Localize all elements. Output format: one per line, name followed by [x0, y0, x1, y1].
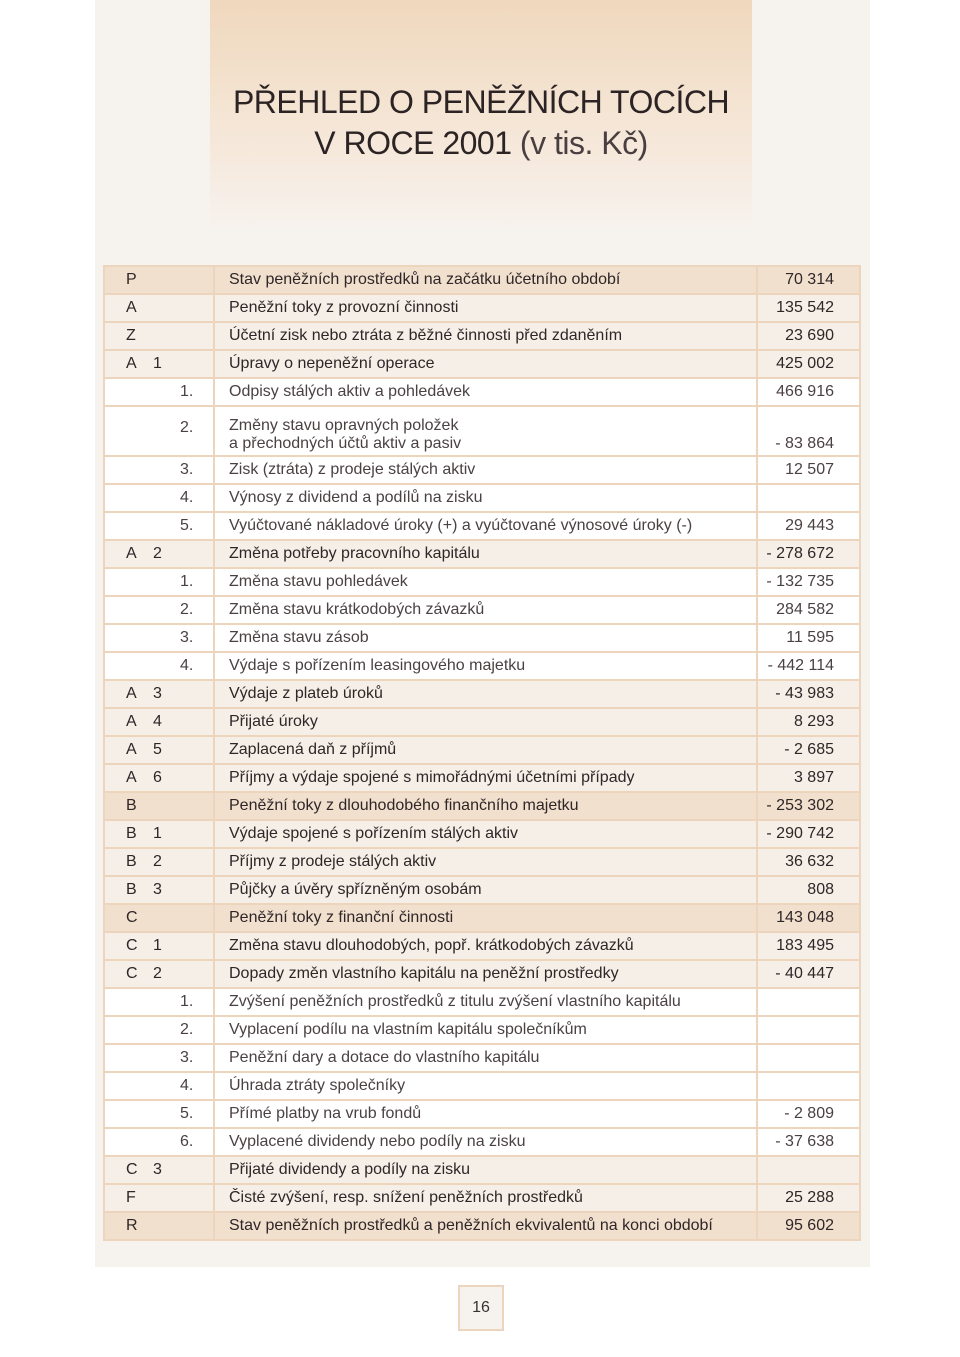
row-label-text: Přijaté dividendy a podíly na zisku — [229, 1161, 471, 1178]
row-label — [214, 1212, 757, 1240]
row-code-letter: A — [126, 741, 137, 758]
row-code — [104, 904, 214, 932]
row-label — [214, 988, 757, 1016]
table-row — [104, 378, 860, 406]
row-label — [214, 1184, 757, 1212]
row-label-text: Zvýšení peněžních prostředků z titulu zvýšení vlastního kapitálu — [229, 993, 681, 1010]
row-code-letter: A — [126, 545, 137, 562]
row-label — [214, 322, 757, 350]
row-code-letter: B — [126, 825, 137, 842]
row-value: - 253 302 — [757, 792, 860, 820]
row-value: 808 — [757, 876, 860, 904]
row-code — [104, 1100, 214, 1128]
row-value — [757, 988, 860, 1016]
row-label — [214, 456, 757, 484]
row-label — [214, 904, 757, 932]
row-label-text: Peněžní dary a dotace do vlastního kapitálu — [229, 1049, 540, 1066]
cash-flow-table — [103, 265, 861, 1241]
row-code — [104, 1016, 214, 1044]
row-code-sub: 5. — [180, 1105, 194, 1122]
row-label-text: Vyplacené dividendy nebo podíly na zisku — [229, 1133, 526, 1150]
row-code-num: 4 — [153, 713, 162, 730]
row-label — [214, 512, 757, 540]
table-row — [104, 736, 860, 764]
table-row — [104, 406, 860, 456]
row-code-sub: 1. — [180, 383, 194, 400]
row-label — [214, 1072, 757, 1100]
row-label — [214, 406, 757, 456]
row-code — [104, 708, 214, 736]
table-row — [104, 568, 860, 596]
cash-flow-table-body — [104, 266, 860, 1240]
row-value: 36 632 — [757, 848, 860, 876]
row-label-text: Vyúčtované nákladové úroky (+) a vyúčtované výnosové úroky (-) — [229, 517, 693, 534]
row-code-num: 2 — [153, 965, 162, 982]
row-code — [104, 294, 214, 322]
page-title — [210, 82, 752, 164]
row-code-letter: B — [126, 881, 137, 898]
row-value: 12 507 — [757, 456, 860, 484]
page-number: 16 — [458, 1285, 504, 1331]
row-code-num: 1 — [153, 355, 162, 372]
row-label-text: Změna stavu pohledávek — [229, 573, 408, 590]
row-label — [214, 266, 757, 294]
table-row — [104, 1128, 860, 1156]
row-code-sub: 3. — [180, 629, 194, 646]
row-label — [214, 736, 757, 764]
row-value: - 442 114 — [757, 652, 860, 680]
row-label — [214, 540, 757, 568]
row-label-text: Výdaje s pořízením leasingového majetku — [229, 657, 526, 674]
row-code-sub: 2. — [180, 601, 194, 618]
row-code — [104, 1044, 214, 1072]
table-row — [104, 1212, 860, 1240]
table-row — [104, 792, 860, 820]
row-value — [757, 1156, 860, 1184]
row-label — [214, 652, 757, 680]
row-label-text: Úpravy o nepeněžní operace — [229, 355, 435, 372]
row-value: 466 916 — [757, 378, 860, 406]
table-row — [104, 876, 860, 904]
row-code-num: 2 — [153, 853, 162, 870]
row-value: 183 495 — [757, 932, 860, 960]
row-code-letter: P — [126, 271, 137, 288]
row-value: 11 595 — [757, 624, 860, 652]
table-row — [104, 266, 860, 294]
row-code — [104, 1156, 214, 1184]
row-code-num: 3 — [153, 685, 162, 702]
row-label — [214, 484, 757, 512]
table-row — [104, 456, 860, 484]
row-code-sub: 2. — [180, 419, 194, 436]
row-code-num: 3 — [153, 1161, 162, 1178]
row-label — [214, 378, 757, 406]
row-code-num: 6 — [153, 769, 162, 786]
row-code-letter: B — [126, 797, 137, 814]
row-value: - 2 809 — [757, 1100, 860, 1128]
row-label — [214, 932, 757, 960]
row-label-text: Účetní zisk nebo ztráta z běžné činnosti před zdaněním — [229, 327, 623, 344]
row-value: - 43 983 — [757, 680, 860, 708]
row-label — [214, 1128, 757, 1156]
row-code — [104, 764, 214, 792]
table-row — [104, 350, 860, 378]
row-label — [214, 1156, 757, 1184]
table-row — [104, 848, 860, 876]
row-value: - 83 864 — [757, 406, 860, 456]
table-row — [104, 708, 860, 736]
row-code-sub: 4. — [180, 1077, 194, 1094]
row-code — [104, 1072, 214, 1100]
row-label-text: Peněžní toky z finanční činnosti — [229, 909, 454, 926]
row-code-letter: F — [126, 1189, 136, 1206]
row-label-text: Změna stavu dlouhodobých, popř. krátkodobých závazků — [229, 937, 634, 954]
row-label-text: Výnosy z dividend a podílů na zisku — [229, 489, 483, 506]
row-value: 8 293 — [757, 708, 860, 736]
row-label-text: Výdaje z plateb úroků — [229, 685, 383, 702]
row-label-text: Úhrada ztráty společníky — [229, 1077, 406, 1094]
row-code — [104, 378, 214, 406]
row-value — [757, 484, 860, 512]
row-value: 3 897 — [757, 764, 860, 792]
row-code — [104, 652, 214, 680]
row-code-num: 1 — [153, 825, 162, 842]
row-label — [214, 294, 757, 322]
row-code-sub: 1. — [180, 573, 194, 590]
row-label-text: Změna potřeby pracovního kapitálu — [229, 545, 480, 562]
table-row — [104, 1016, 860, 1044]
row-code-letter: C — [126, 909, 138, 926]
row-code-sub: 5. — [180, 517, 194, 534]
row-label — [214, 848, 757, 876]
row-label-text: Příjmy a výdaje spojené s mimořádnými účetními případy — [229, 769, 635, 786]
row-code — [104, 406, 214, 456]
table-row — [104, 932, 860, 960]
row-code — [104, 1212, 214, 1240]
table-row — [104, 1044, 860, 1072]
row-code — [104, 932, 214, 960]
row-code-sub: 4. — [180, 657, 194, 674]
row-label-text: Přijaté úroky — [229, 713, 318, 730]
row-code-letter: B — [126, 853, 137, 870]
row-label-text: Půjčky a úvěry spřízněným osobám — [229, 881, 482, 898]
row-code-sub: 3. — [180, 1049, 194, 1066]
row-code — [104, 350, 214, 378]
table-row — [104, 484, 860, 512]
row-value: 29 443 — [757, 512, 860, 540]
row-code — [104, 1184, 214, 1212]
row-label — [214, 876, 757, 904]
row-code-letter: A — [126, 299, 137, 316]
row-code-sub: 1. — [180, 993, 194, 1010]
row-label — [214, 1016, 757, 1044]
row-value: - 2 685 — [757, 736, 860, 764]
row-value: 143 048 — [757, 904, 860, 932]
row-label-text: Změna stavu zásob — [229, 629, 369, 646]
row-label — [214, 350, 757, 378]
row-label — [214, 960, 757, 988]
row-value: - 40 447 — [757, 960, 860, 988]
row-code-sub: 2. — [180, 1021, 194, 1038]
row-label-text: Čisté zvýšení, resp. snížení peněžních prostředků — [229, 1189, 583, 1206]
table-row — [104, 680, 860, 708]
row-code — [104, 596, 214, 624]
row-value: 425 002 — [757, 350, 860, 378]
row-label-text: Přímé platby na vrub fondů — [229, 1105, 422, 1122]
row-code-letter: A — [126, 355, 137, 372]
table-row — [104, 1072, 860, 1100]
table-row — [104, 624, 860, 652]
row-code-letter: A — [126, 713, 137, 730]
row-label-text-continued: a přechodných účtů aktiv a pasiv — [229, 435, 462, 452]
row-label-text: Zaplacená daň z příjmů — [229, 741, 397, 758]
row-label-text: Příjmy z prodeje stálých aktiv — [229, 853, 437, 870]
table-row — [104, 540, 860, 568]
title-line-1: PŘEHLED O PENĚŽNÍCH TOCÍCH — [232, 84, 730, 120]
row-value: - 37 638 — [757, 1128, 860, 1156]
row-value: 70 314 — [757, 266, 860, 294]
table-row — [104, 764, 860, 792]
table-row — [104, 512, 860, 540]
row-label — [214, 1044, 757, 1072]
table-row — [104, 294, 860, 322]
row-label-text: Změna stavu krátkodobých závazků — [229, 601, 485, 618]
row-label-text: Stav peněžních prostředků a peněžních ekvivalentů na konci období — [229, 1217, 713, 1234]
row-value: 284 582 — [757, 596, 860, 624]
row-label-text: Zisk (ztráta) z prodeje stálých aktiv — [229, 461, 476, 478]
row-label — [214, 708, 757, 736]
title-line-2-unit: (v tis. Kč) — [519, 125, 648, 161]
row-value — [757, 1016, 860, 1044]
row-label-text: Peněžní toky z provozní činnosti — [229, 299, 459, 316]
row-code-letter: Z — [126, 327, 136, 344]
table-row — [104, 1156, 860, 1184]
row-label — [214, 568, 757, 596]
row-code — [104, 456, 214, 484]
row-code-letter: R — [126, 1217, 138, 1234]
row-code — [104, 680, 214, 708]
row-value: - 132 735 — [757, 568, 860, 596]
table-row — [104, 960, 860, 988]
table-row — [104, 1100, 860, 1128]
row-code — [104, 624, 214, 652]
table-row — [104, 1184, 860, 1212]
row-label-text: Stav peněžních prostředků na začátku účetního období — [229, 271, 621, 288]
row-code — [104, 266, 214, 294]
row-value: 135 542 — [757, 294, 860, 322]
row-label — [214, 596, 757, 624]
row-code — [104, 512, 214, 540]
row-code — [104, 568, 214, 596]
row-code-sub: 4. — [180, 489, 194, 506]
row-code — [104, 322, 214, 350]
title-line-2-main: V ROCE 2001 — [314, 125, 512, 161]
row-label-text: Peněžní toky z dlouhodobého finančního majetku — [229, 797, 579, 814]
row-value: - 290 742 — [757, 820, 860, 848]
row-code-num: 2 — [153, 545, 162, 562]
row-code — [104, 792, 214, 820]
row-code-letter: C — [126, 1161, 138, 1178]
row-value: 25 288 — [757, 1184, 860, 1212]
row-code — [104, 736, 214, 764]
row-label-text: Odpisy stálých aktiv a pohledávek — [229, 383, 471, 400]
row-code — [104, 988, 214, 1016]
row-code — [104, 1128, 214, 1156]
row-value: - 278 672 — [757, 540, 860, 568]
row-code-sub: 6. — [180, 1133, 194, 1150]
row-value — [757, 1044, 860, 1072]
row-value — [757, 1072, 860, 1100]
row-code-letter: C — [126, 965, 138, 982]
row-label — [214, 1100, 757, 1128]
table-row — [104, 904, 860, 932]
row-code-letter: A — [126, 685, 137, 702]
row-label-text: Dopady změn vlastního kapitálu na peněžní prostředky — [229, 965, 619, 982]
row-label — [214, 680, 757, 708]
row-code-sub: 3. — [180, 461, 194, 478]
row-code-letter: A — [126, 769, 137, 786]
row-value: 23 690 — [757, 322, 860, 350]
row-code-num: 5 — [153, 741, 162, 758]
row-label — [214, 624, 757, 652]
row-label-text: Výdaje spojené s pořízením stálých aktiv — [229, 825, 519, 842]
table-row — [104, 322, 860, 350]
row-label — [214, 764, 757, 792]
table-row — [104, 652, 860, 680]
row-code — [104, 848, 214, 876]
table-row — [104, 596, 860, 624]
row-label-text: Vyplacení podílu na vlastním kapitálu společníkům — [229, 1021, 587, 1038]
row-code — [104, 820, 214, 848]
row-code-letter: C — [126, 937, 138, 954]
row-code — [104, 484, 214, 512]
row-code-num: 1 — [153, 937, 162, 954]
table-row — [104, 820, 860, 848]
row-code — [104, 540, 214, 568]
row-value: 95 602 — [757, 1212, 860, 1240]
row-label — [214, 820, 757, 848]
row-label — [214, 792, 757, 820]
row-code — [104, 960, 214, 988]
row-label-text: Změny stavu opravných položek — [229, 417, 459, 434]
row-code — [104, 876, 214, 904]
table-row — [104, 988, 860, 1016]
row-code-num: 3 — [153, 881, 162, 898]
